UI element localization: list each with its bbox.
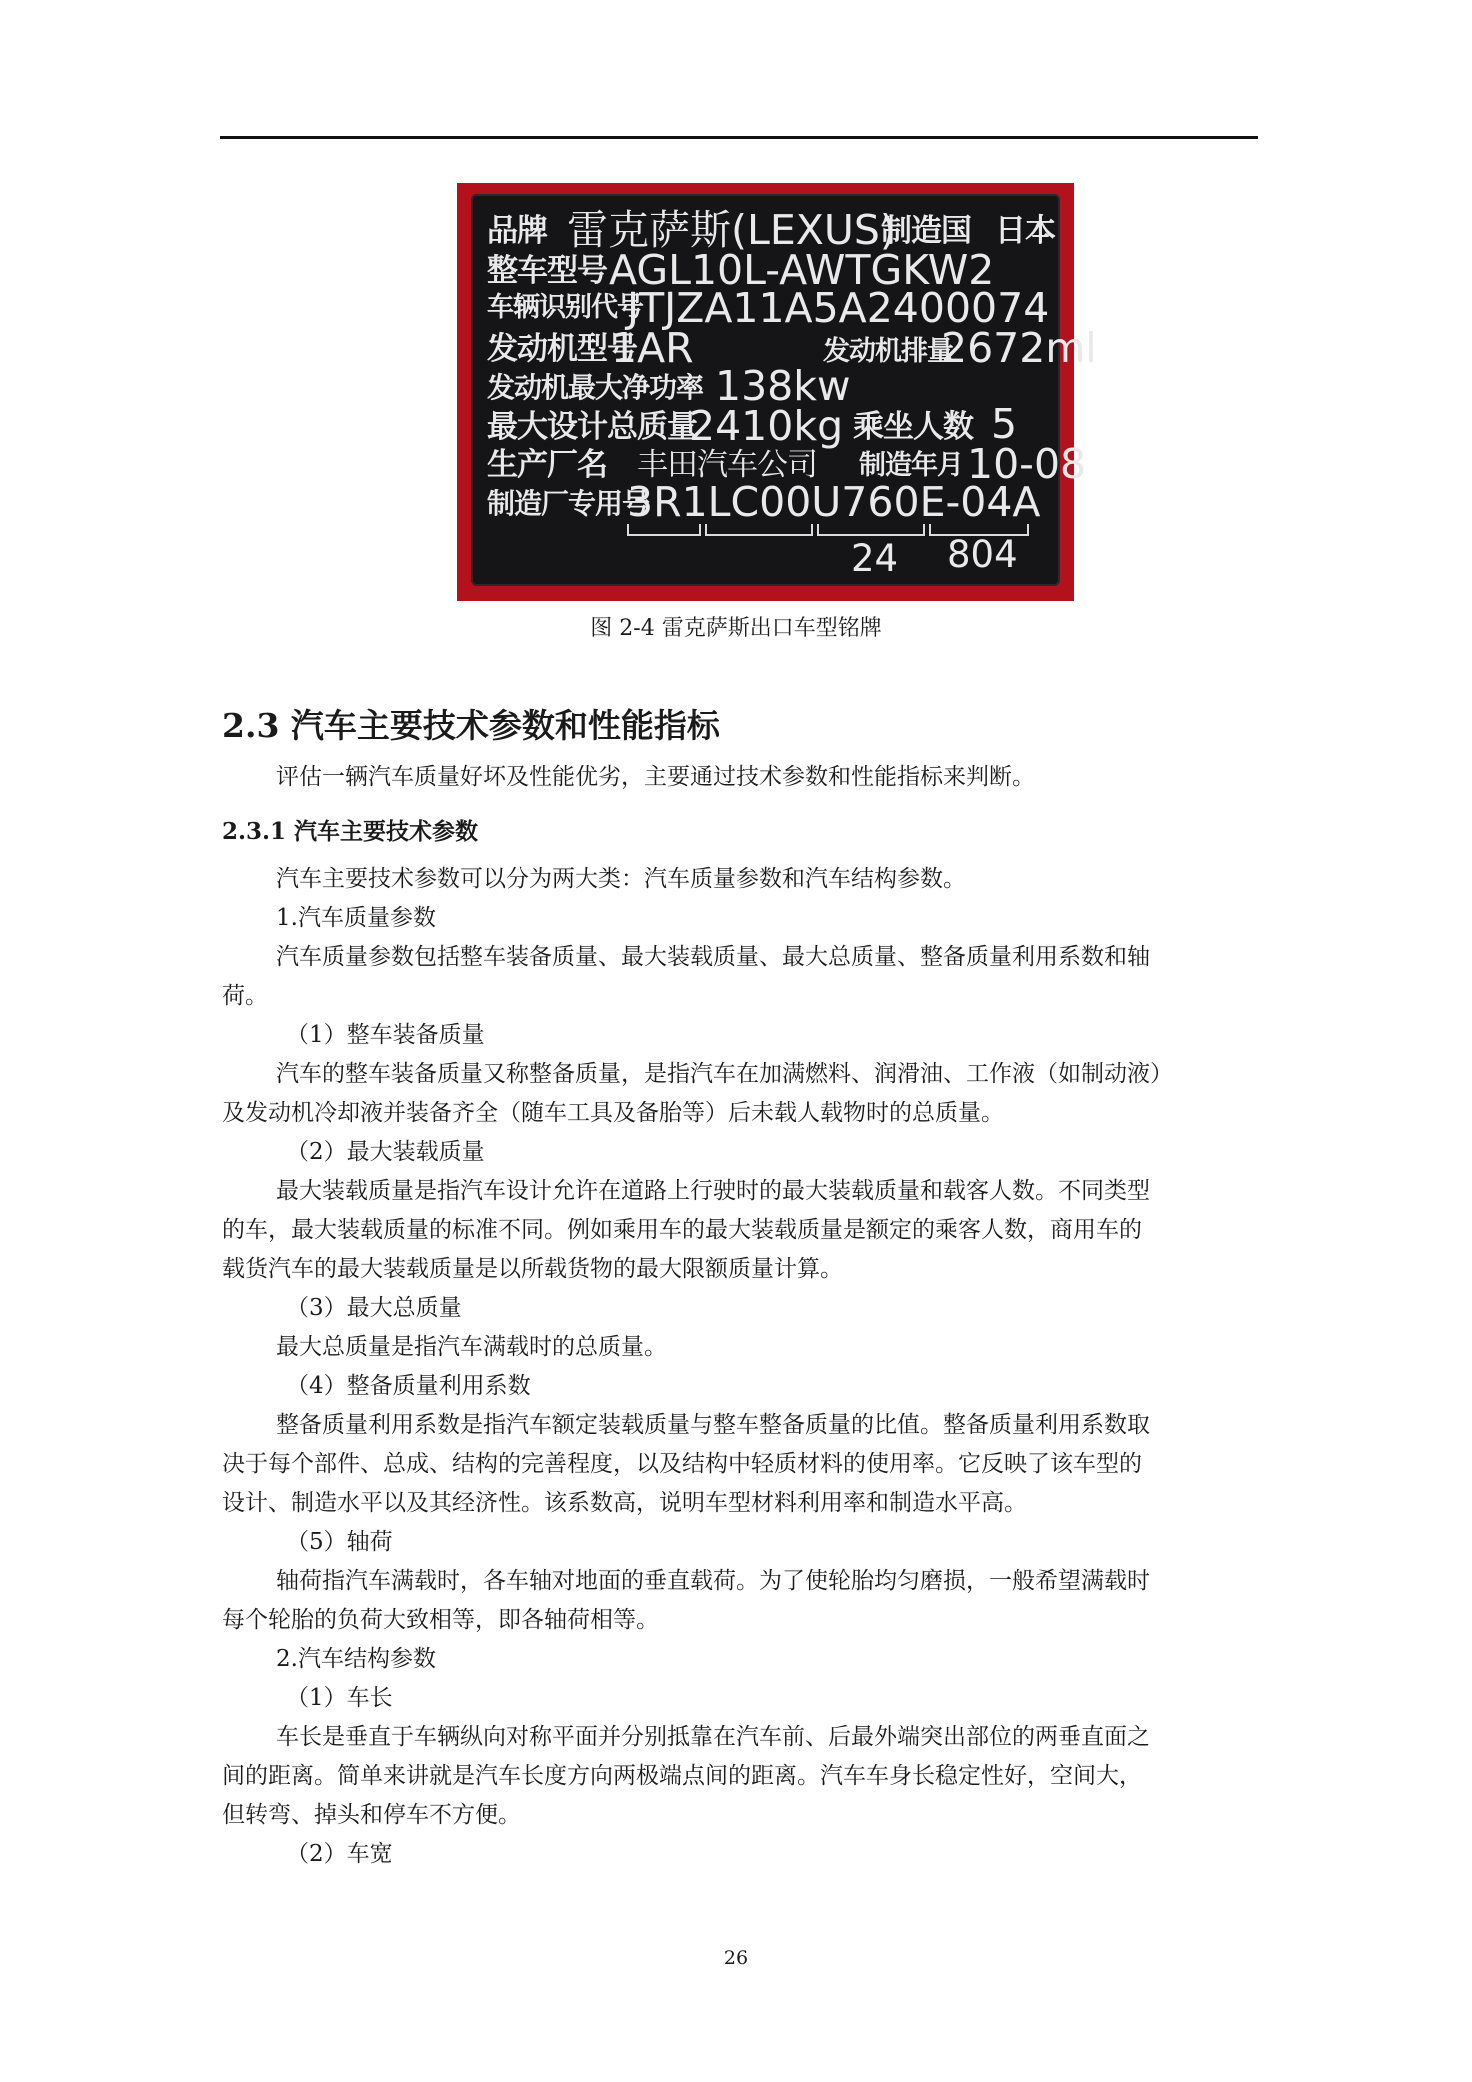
paragraph-line: 荷。 [222, 983, 268, 1009]
brand-value: 雷克萨斯(LEXUS) [567, 206, 896, 254]
paragraph-line: 汽车的整车装备质量又称整备质量，是指汽车在加满燃料、润滑油、工作液（如制动液） [276, 1061, 1173, 1087]
displacement-label: 发动机排量 [823, 336, 953, 367]
date-value: 10-08 [967, 440, 1087, 488]
paragraph-line: 但转弯、掉头和停车不方便。 [222, 1802, 521, 1828]
serial-sub-b: 804 [947, 533, 1018, 576]
paragraph-line: 最大总质量是指汽车满载时的总质量。 [276, 1334, 667, 1360]
figure-caption: 图 2-4 雷克萨斯出口车型铭牌 [590, 616, 882, 641]
serial-sub-a: 24 [851, 537, 899, 580]
power-label: 发动机最大净功率 [487, 371, 704, 404]
item-heading: （3）最大总质量 [286, 1295, 462, 1321]
paragraph-line: 及发动机冷却液并装备齐全（随车工具及备胎等）后未载人载物时的总质量。 [222, 1100, 1004, 1126]
paragraph-line: 间的距离。简单来讲就是汽车长度方向两极端点间的距离。汽车车身长稳定性好，空间大， [222, 1763, 1142, 1789]
paragraph-line: 载货汽车的最大装载质量是以所载货物的最大限额质量计算。 [222, 1256, 843, 1282]
serial-label: 制造厂专用号 [487, 487, 650, 520]
item-heading: （4）整备质量利用系数 [286, 1373, 531, 1399]
subsection-heading: 2.3.1 汽车主要技术参数 [222, 818, 479, 845]
paragraph-line: 的车，最大装载质量的标准不同。例如乘用车的最大装载质量是额定的乘客人数，商用车的 [222, 1217, 1142, 1243]
header-rule [220, 136, 1258, 139]
item-heading: （1）整车装备质量 [286, 1022, 485, 1048]
paragraph-line: 汽车主要技术参数可以分为两大类：汽车质量参数和汽车结构参数。 [276, 866, 966, 892]
maker-value: 丰田汽车公司 [637, 447, 817, 483]
paragraph-line: 每个轮胎的负荷大致相等，即各轴荷相等。 [222, 1607, 659, 1633]
section-intro: 评估一辆汽车质量好坏及性能优劣，主要通过技术参数和性能指标来判断。 [276, 764, 1035, 790]
engine-model-value: 1AR [611, 324, 694, 372]
vin-label: 车辆识别代号 [487, 292, 643, 323]
serial-value: 3R1LC00U760E-04A [627, 478, 1041, 526]
nameplate-photo [457, 183, 1097, 601]
paragraph-line: 轴荷指汽车满载时，各车轴对地面的垂直载荷。为了使轮胎均匀磨损，一般希望满载时 [276, 1568, 1150, 1594]
item-heading: 1.汽车质量参数 [276, 905, 436, 931]
displacement-value: 2672ml [941, 324, 1097, 372]
mass-value: 2410kg [689, 402, 844, 450]
item-heading: （2）最大装载质量 [286, 1139, 485, 1165]
section-heading: 2.3 汽车主要技术参数和性能指标 [222, 706, 720, 745]
paragraph-line: 最大装载质量是指汽车设计允许在道路上行驶时的最大装载质量和载客人数。不同类型 [276, 1178, 1150, 1204]
page-number: 26 [723, 1947, 749, 1969]
paragraph-line: 设计、制造水平以及其经济性。该系数高，说明车型材料利用率和制造水平高。 [222, 1490, 1027, 1516]
nameplate [471, 194, 1097, 586]
item-heading: （1）车长 [286, 1685, 393, 1711]
paragraph-line: 车长是垂直于车辆纵向对称平面并分别抵靠在汽车前、后最外端突出部位的两垂直面之 [276, 1724, 1150, 1750]
brand-label: 品牌 [487, 213, 547, 249]
item-heading: （2）车宽 [286, 1841, 393, 1867]
item-heading: （5）轴荷 [286, 1529, 393, 1555]
serial-underline-2 [705, 524, 813, 536]
serial-underline-1 [627, 524, 701, 536]
date-label: 制造年月 [859, 450, 963, 481]
power-value: 138kw [715, 362, 851, 410]
paragraph-line: 整备质量利用系数是指汽车额定装载质量与整车整备质量的比值。整备质量利用系数取 [276, 1412, 1150, 1438]
seats-value: 5 [991, 400, 1018, 448]
vin-value: JTJZA11A5A2400074 [627, 284, 1050, 332]
paragraph-line: 汽车质量参数包括整车装备质量、最大装载质量、最大总质量、整备质量利用系数和轴 [276, 944, 1150, 970]
country-label: 制造国 [881, 213, 971, 249]
engine-model-label: 发动机型号 [487, 331, 637, 367]
maker-label: 生产厂名 [487, 447, 607, 483]
model-value: AGL10L-AWTGKW2 [609, 246, 995, 294]
mass-label: 最大设计总质量 [487, 409, 697, 445]
serial-underline-3 [817, 524, 925, 536]
seats-label: 乘坐人数 [853, 409, 973, 445]
item-heading: 2.汽车结构参数 [276, 1646, 436, 1672]
country-value: 日本 [995, 213, 1055, 249]
paragraph-line: 决于每个部件、总成、结构的完善程度，以及结构中轻质材料的使用率。它反映了该车型的 [222, 1451, 1142, 1477]
model-label: 整车型号 [487, 253, 607, 289]
